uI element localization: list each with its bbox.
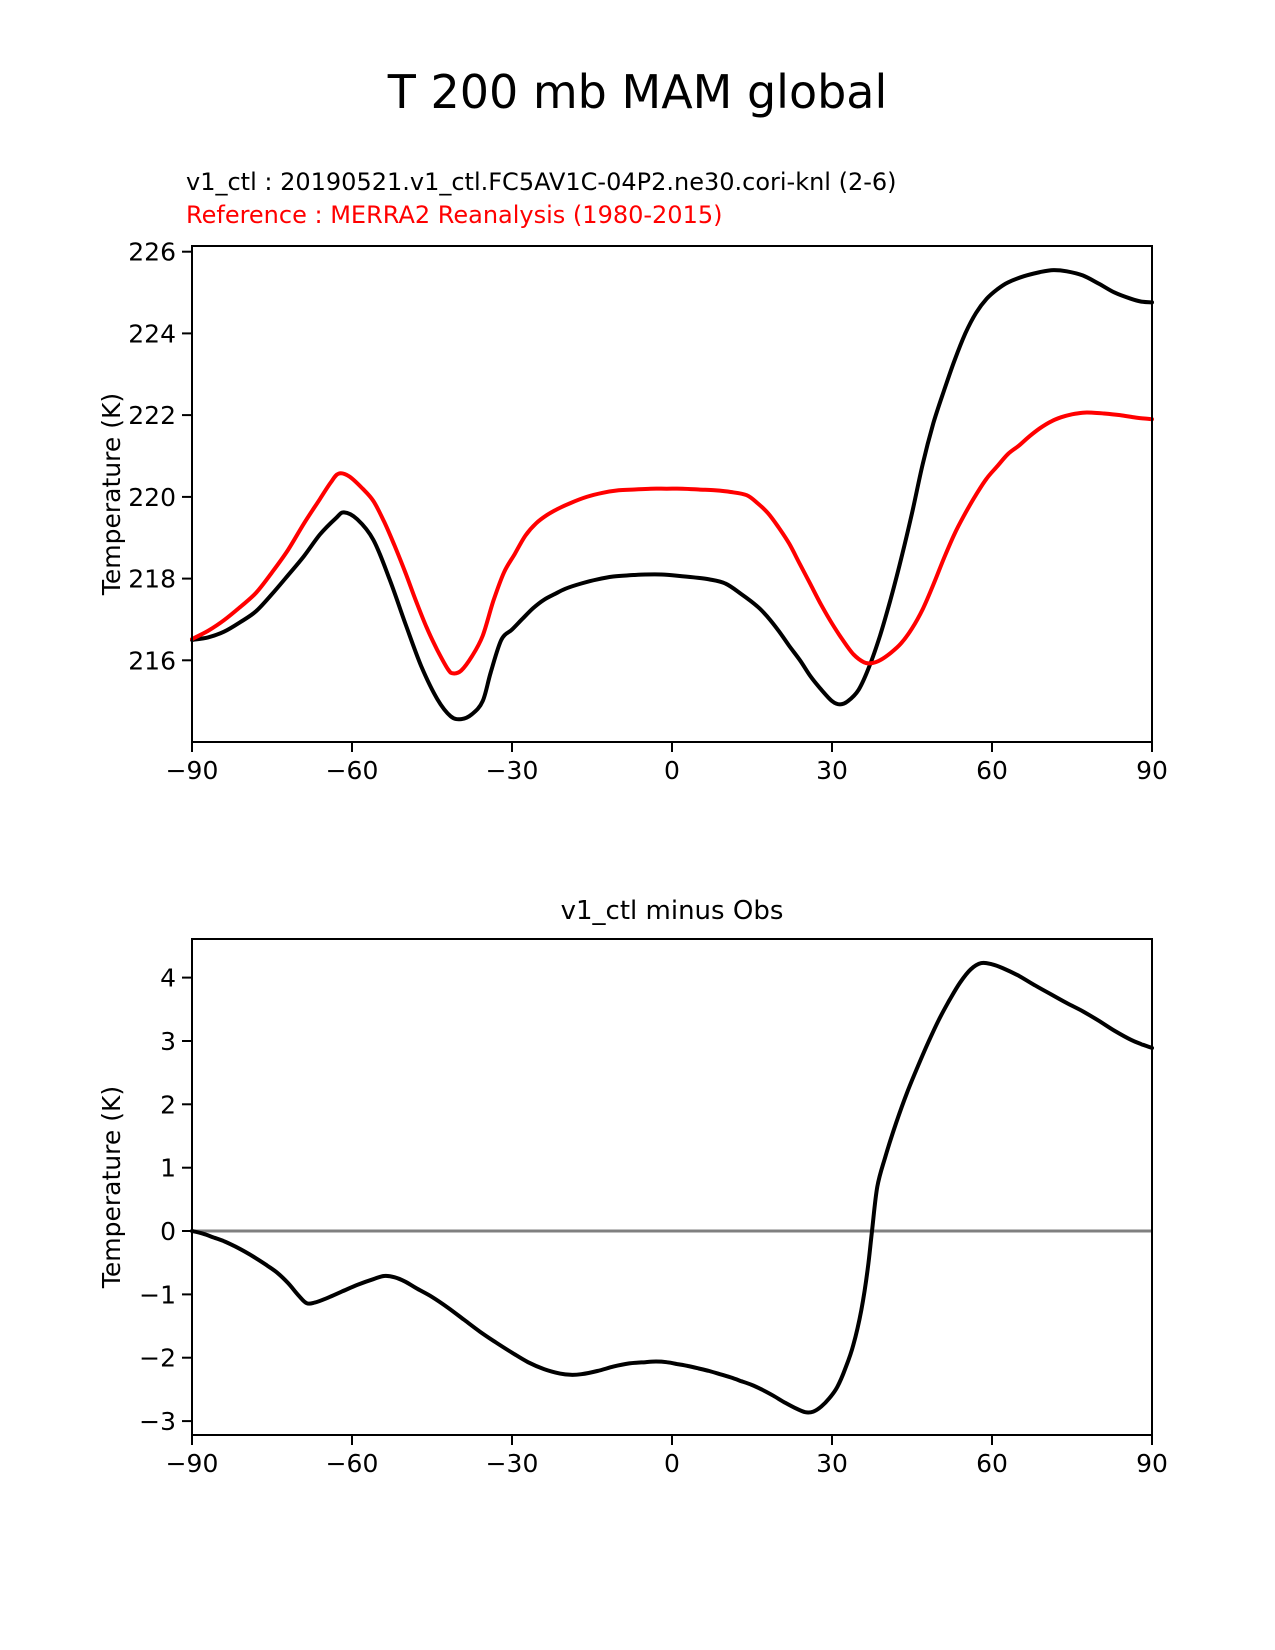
y-tick-label: 1 (160, 1153, 176, 1183)
x-tick-label: 90 (1136, 756, 1168, 785)
series-v1-ctl-minus-obs (192, 963, 1152, 1413)
top-chart (128, 238, 1168, 785)
series-reference-merra2 (192, 413, 1152, 674)
y-tick-label: 3 (160, 1027, 176, 1056)
axes-box (192, 939, 1152, 1435)
y-tick-label: −3 (139, 1407, 176, 1437)
x-tick-label: 30 (816, 1449, 848, 1478)
legend-model-label: v1_ctl : 20190521.v1_ctl.FC5AV1C-04P2.ne30.cori-knl (2-6) (186, 168, 897, 196)
bottom-chart-title: v1_ctl minus Obs (560, 896, 784, 926)
y-tick-label: −1 (139, 1280, 176, 1310)
x-tick-label: 60 (976, 1449, 1008, 1478)
y-tick-label: 226 (128, 237, 176, 267)
x-tick-label: −90 (165, 1449, 219, 1478)
top-chart-ylabel: Temperature (K) (97, 392, 126, 596)
x-tick-label: 0 (664, 1449, 680, 1478)
x-tick-label: −30 (485, 1449, 539, 1478)
figure-title: T 200 mb MAM global (387, 65, 888, 119)
x-tick-label: −90 (165, 756, 219, 785)
x-tick-label: 90 (1136, 1449, 1168, 1478)
y-tick-label: −2 (139, 1343, 176, 1373)
bottom-chart-ylabel: Temperature (K) (97, 1085, 126, 1289)
y-tick-label: 218 (128, 564, 176, 594)
y-tick-label: 220 (128, 482, 176, 512)
y-tick-label: 222 (128, 401, 176, 431)
legend-reference-label: Reference : MERRA2 Reanalysis (1980-2015) (186, 201, 723, 229)
y-tick-label: 224 (128, 319, 176, 349)
y-tick-label: 0 (160, 1217, 176, 1246)
y-tick-label: 216 (128, 646, 176, 676)
x-tick-label: 0 (664, 756, 680, 785)
x-tick-label: 30 (816, 756, 848, 785)
bottom-chart (139, 939, 1168, 1478)
axes-box (192, 246, 1152, 742)
x-tick-label: −60 (325, 756, 379, 785)
series-v1-ctl (192, 270, 1152, 719)
x-tick-label: −30 (485, 756, 539, 785)
y-tick-label: 2 (160, 1090, 176, 1120)
x-tick-label: −60 (325, 1449, 379, 1478)
x-tick-label: 60 (976, 756, 1008, 785)
y-tick-label: 4 (160, 963, 176, 993)
